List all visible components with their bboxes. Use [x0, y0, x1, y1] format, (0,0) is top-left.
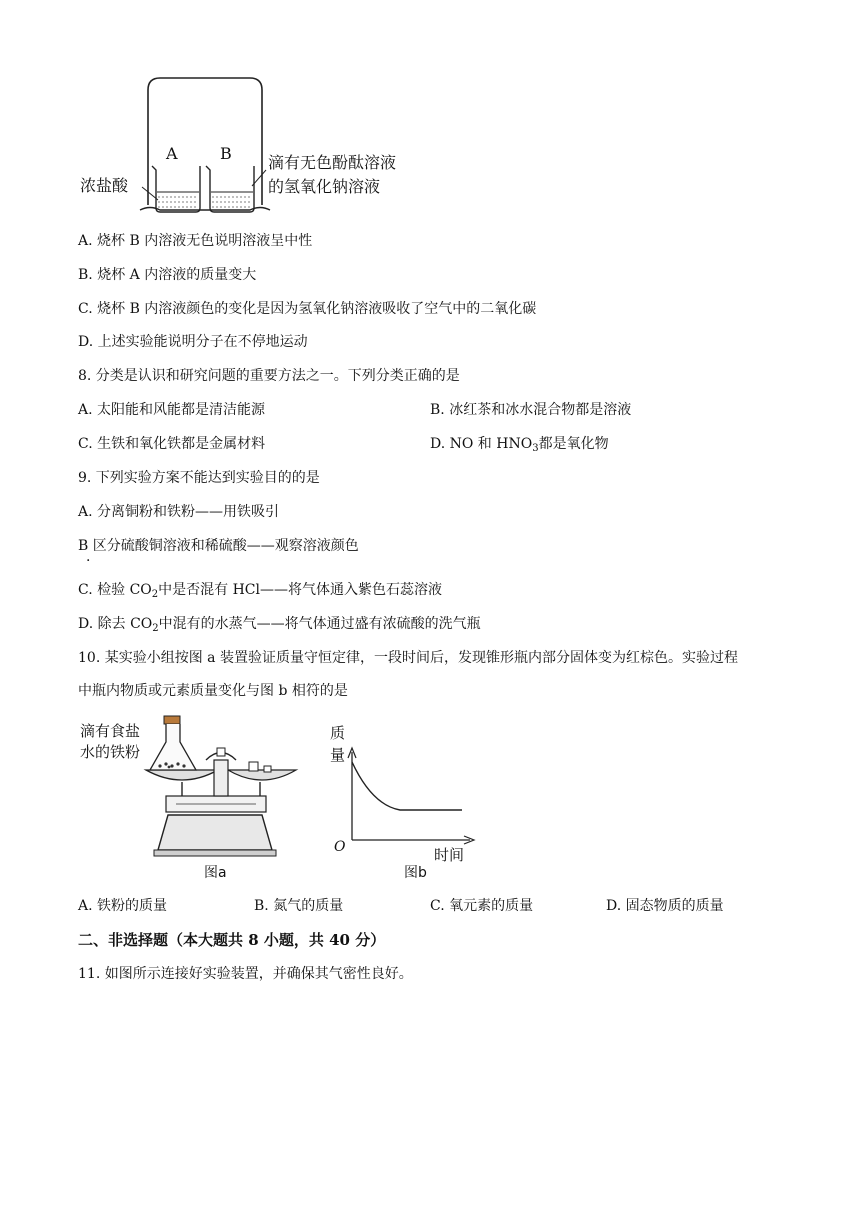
fig-b-caption: 图b — [404, 865, 427, 881]
fig-a-label-line1: 滴有食盐 — [80, 722, 141, 740]
q8-option-b: B. 冰红茶和冰水混合物都是溶液 — [430, 402, 632, 418]
mass-curve — [352, 762, 462, 810]
beaker-a-label: A — [166, 144, 178, 163]
q9-stem: 9. 下列实验方案不能达到实验目的的是 — [78, 470, 320, 486]
fig-b-ylabel-1: 质 — [330, 724, 346, 742]
fig-a-caption: 图a — [204, 865, 227, 881]
fig-b-origin: O — [334, 839, 346, 855]
q8-option-c: C. 生铁和氧化铁都是金属材料 — [78, 436, 266, 452]
q8-stem: 8. 分类是认识和研究问题的重要方法之一。下列分类正确的是 — [78, 368, 460, 384]
q10-option-c: C. 氧元素的质量 — [430, 898, 534, 914]
beaker-b-label: B — [220, 144, 232, 163]
q7-option-d: D. 上述实验能说明分子在不停地运动 — [78, 334, 308, 350]
q7-option-c: C. 烧杯 B 内溶液颜色的变化是因为氢氧化钠溶液吸收了空气中的二氧化碳 — [78, 301, 537, 317]
q10-stem-line1: 10. 某实验小组按图 a 装置验证质量守恒定律，一段时间后，发现锥形瓶内部分固体变为红棕色。实验过程 — [78, 650, 738, 666]
q9-option-b-dot: · — [86, 553, 91, 569]
naoh-label-line1: 滴有无色酚酞溶液 — [268, 153, 397, 172]
q10-option-d: D. 固态物质的质量 — [606, 898, 724, 914]
q9-option-d: D. 除去 $CO_2$中混有的水蒸气——将气体通过盛有浓硫酸的洗气瓶 — [78, 616, 481, 634]
conc-hcl-label: 浓盐酸 — [80, 176, 129, 195]
q9-option-a: A. 分离铜粉和铁粉——用铁吸引 — [78, 504, 280, 520]
q9-option-b: B 区分硫酸铜溶液和稀硫酸——观察溶液颜色 — [78, 538, 359, 554]
q7-option-b: B. 烧杯 A 内溶液的质量变大 — [78, 267, 257, 283]
q10-option-b: B. 氮气的质量 — [254, 898, 344, 914]
fig-b-ylabel-2: 量 — [330, 746, 346, 764]
q7-option-a: A. 烧杯 B 内溶液无色说明溶液呈中性 — [78, 233, 313, 249]
fig-a-label-line2: 水的铁粉 — [80, 743, 141, 761]
q8-option-a: A. 太阳能和风能都是清洁能源 — [78, 402, 266, 418]
section-2-title: 二、非选择题（本大题共 8 小题，共 40 分） — [78, 931, 386, 949]
fig-b-xlabel: 时间 — [434, 846, 465, 864]
q8-option-d: D. NO 和 $HNO_3$都是氧化物 — [430, 436, 609, 454]
q10-option-a: A. 铁粉的质量 — [78, 898, 168, 914]
q9-option-c: C. 检验 $CO_2$中是否混有 HCl——将气体通入紫色石蕊溶液 — [78, 582, 442, 600]
naoh-label-line2: 的氢氧化钠溶液 — [268, 177, 381, 196]
q11-stem: 11. 如图所示连接好实验装置，并确保其气密性良好。 — [78, 966, 413, 982]
q10-stem-line2: 中瓶内物质或元素质量变化与图 b 相符的是 — [78, 683, 348, 699]
